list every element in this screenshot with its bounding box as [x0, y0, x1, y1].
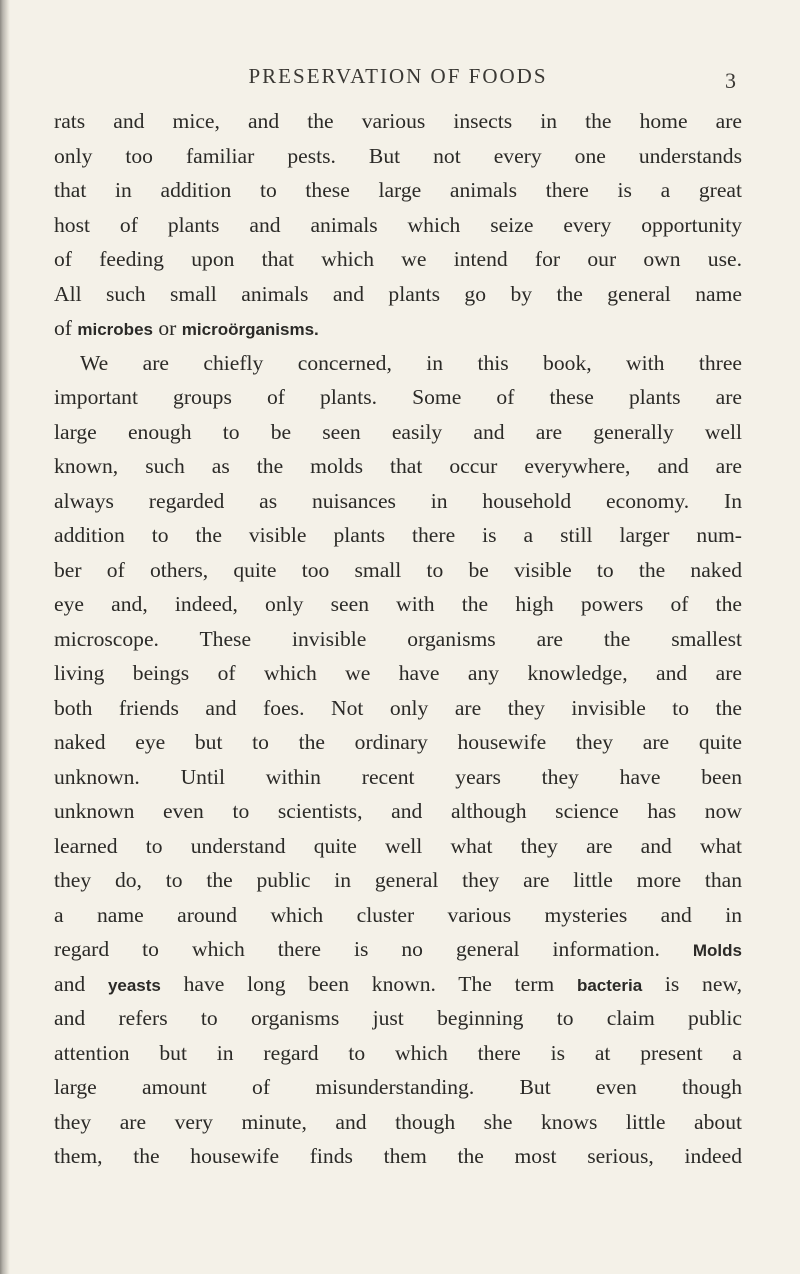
term-molds: Molds [692, 941, 742, 960]
text-line: they are very minute, and though she knows little about [54, 1109, 742, 1134]
text-fragment: is new, [642, 971, 743, 996]
term-microorganisms: microörganisms. [181, 320, 319, 339]
text-fragment: have long been known. The term [160, 971, 577, 996]
term-bacteria: bacteria [576, 975, 643, 995]
running-head [54, 60, 742, 96]
text-line: unknown even to scientists, and although science has now [54, 799, 742, 823]
text-line: important groups of plants. Some of these plants are [54, 385, 742, 409]
text-line: a name around which cluster various mysteries and in [54, 902, 742, 927]
text-line: living beings of which we have any knowledge, and are [54, 661, 742, 685]
text-fragment: and [54, 971, 108, 996]
page-number: 3 [725, 68, 736, 93]
text-line: microscope. These invisible organisms are the smallest [54, 626, 742, 651]
text-line: known, such as the molds that occur everywhere, and are [54, 454, 742, 478]
text-fragment: or [152, 316, 182, 340]
text-line: them, the housewife finds them the most serious, indeed [54, 1144, 742, 1168]
text-line: both friends and foes. Not only are they invisible to the [54, 695, 742, 720]
text-line: large amount of misunderstanding. But even though [54, 1075, 742, 1099]
text-line: that in addition to these large animals there is a great [54, 178, 742, 202]
text-line [54, 932, 742, 967]
text-line: attention but in regard to which there is at present a [54, 1040, 742, 1065]
text-line: host of plants and animals which seize every opportunity [54, 212, 742, 237]
text-line: We are chiefly concerned, in this book, with three [80, 350, 742, 375]
text-line: ber of others, quite too small to be visible to the naked [54, 557, 742, 582]
text-fragment: regard to which there is no general information. [54, 937, 693, 961]
text-line: addition to the visible plants there is a still larger num- [54, 523, 742, 547]
text-line: learned to understand quite well what they are and what [54, 833, 742, 858]
text-line: always regarded as nuisances in household economy. In [54, 488, 742, 513]
text-fragment: of [54, 316, 78, 340]
text-line: All such small animals and plants go by the general name [54, 281, 742, 306]
text-line [54, 967, 742, 1002]
text-line: eye and, indeed, only seen with the high powers of the [54, 592, 742, 616]
running-title: PRESERVATION OF FOODS [248, 64, 548, 88]
text-line: and refers to organisms just beginning to claim public [54, 1006, 742, 1030]
text-line: rats and mice, and the various insects in the home are [54, 109, 742, 133]
text-line: unknown. Until within recent years they have been [54, 764, 742, 789]
text-line [54, 311, 742, 346]
text-line: only too familiar pests. But not every one understands [54, 143, 742, 168]
book-gutter-shadow [0, 0, 10, 1274]
term-yeasts: yeasts [107, 975, 161, 995]
body-text [54, 104, 742, 1174]
text-line: they do, to the public in general they are little more than [54, 868, 742, 892]
text-line: large enough to be seen easily and are generally well [54, 419, 742, 444]
term-microbes: microbes [77, 320, 153, 339]
text-line: of feeding upon that which we intend for our own use. [54, 247, 742, 271]
text-line: naked eye but to the ordinary housewife they are quite [54, 730, 742, 754]
book-page [54, 60, 742, 1174]
